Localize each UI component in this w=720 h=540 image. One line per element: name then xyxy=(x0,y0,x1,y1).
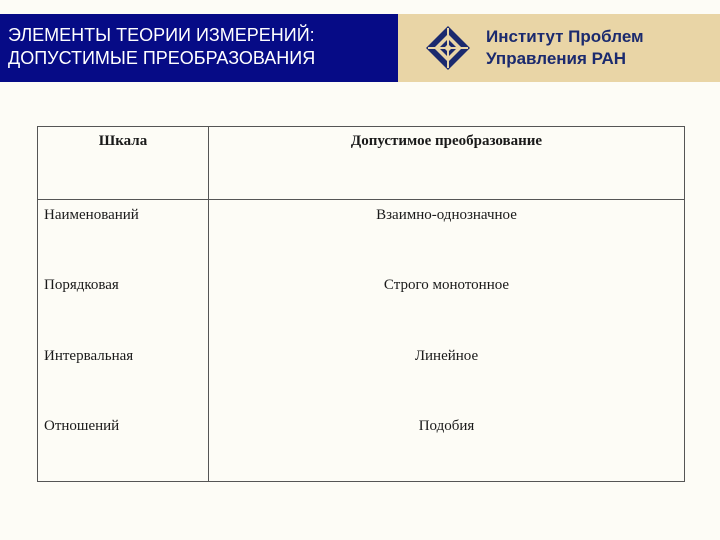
transform-cell: Линейное xyxy=(209,341,685,411)
table-row xyxy=(38,341,685,411)
scale-name-cell: Интервальная xyxy=(38,341,209,411)
scale-name-cell: Порядковая xyxy=(38,270,209,340)
slide-title xyxy=(0,14,398,82)
table-row xyxy=(38,270,685,340)
scale-name-cell: Наименований xyxy=(38,200,209,270)
column-header-transform: Допустимое преобразование xyxy=(209,127,685,200)
column-header-scale: Шкала xyxy=(38,127,209,200)
org-banner xyxy=(398,14,720,82)
org-name-line-1: Институт Проблем xyxy=(486,27,644,46)
table-row xyxy=(38,200,685,270)
scales-table xyxy=(37,126,685,482)
transform-cell: Взаимно-однозначное xyxy=(209,200,685,270)
ipu-ran-logo-icon xyxy=(424,24,472,72)
org-name-line-2: Управления РАН xyxy=(486,49,627,68)
table-row xyxy=(38,411,685,481)
transform-cell: Строго монотонное xyxy=(209,270,685,340)
transform-cell: Подобия xyxy=(209,411,685,481)
org-name xyxy=(486,26,644,70)
scale-name-cell: Отношений xyxy=(38,411,209,481)
table-header-row xyxy=(38,127,685,200)
slide-title-line-1: ЭЛЕМЕНТЫ ТЕОРИИ ИЗМЕРЕНИЙ: xyxy=(8,25,315,45)
slide-title-line-2: ДОПУСТИМЫЕ ПРЕОБРАЗОВАНИЯ xyxy=(8,48,316,68)
